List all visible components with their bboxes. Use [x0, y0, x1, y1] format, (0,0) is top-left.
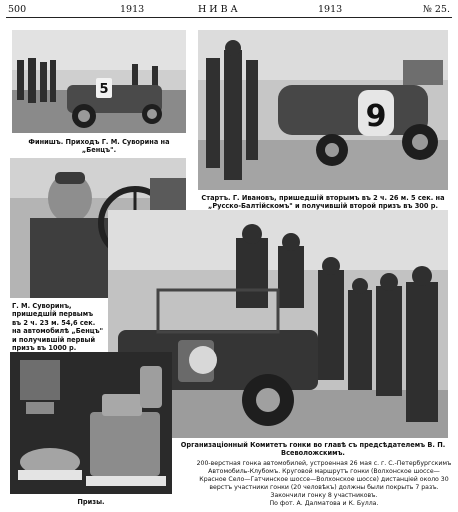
- photo-start-image: [198, 30, 448, 190]
- caption-prizes: Призы.: [77, 498, 105, 506]
- photo-finish: [12, 30, 186, 133]
- photo-credit: По фот. А. Далматова и К. Булла.: [269, 500, 379, 507]
- header-year-left: 1913: [120, 4, 145, 15]
- caption-suvorin: Г. М. Суворинъ, пришедшій первымъ въ 2 ч. 23 м. 54,6 сек. на автомобилѣ „Бенцъ" и получившій первый призъ въ 1000 р.: [12, 302, 104, 353]
- start-car-number: 9: [365, 99, 387, 134]
- photo-start: [198, 30, 448, 190]
- photo-prizes: [10, 352, 172, 494]
- caption-committee: Организаціонный Комитетъ гонки во главѣ съ предсѣдателемъ В. П. Всеволожскимъ.: [180, 441, 446, 458]
- article-text: 200-верстная гонка автомобилей, устроенная 26 мая с. г. С.-Петербургскимъ Автомобиль-Клубомъ. Круговой маршрутъ гонки (Волхонское шоссе—Красное Село—Гатчинское шоссе—Волхонское шоссе) дистанціей около 30 верстъ участники гонки (20 человѣкъ) должны были покрыть 7 разъ. Закончили гонку 8 участниковъ.: [196, 460, 452, 499]
- header-year-right: 1913: [318, 4, 343, 15]
- photo-prizes-image: [10, 352, 172, 494]
- issue-number: № 25.: [422, 4, 450, 15]
- header-rule: [6, 17, 452, 18]
- magazine-title: НИВА: [198, 4, 241, 15]
- finish-car-number: 5: [99, 82, 109, 97]
- caption-finish: Финишъ. Приходъ Г. М. Суворина на „Бенцъ".: [28, 138, 170, 155]
- page-number: 500: [8, 4, 27, 15]
- caption-start: Стартъ. Г. Ивановъ, пришедшій вторымъ въ 2 ч. 26 м. 5 сек. на „Русско-Балтійскомъ" и получившій второй призъ въ 300 р.: [201, 194, 445, 211]
- photo-finish-image: [12, 30, 186, 133]
